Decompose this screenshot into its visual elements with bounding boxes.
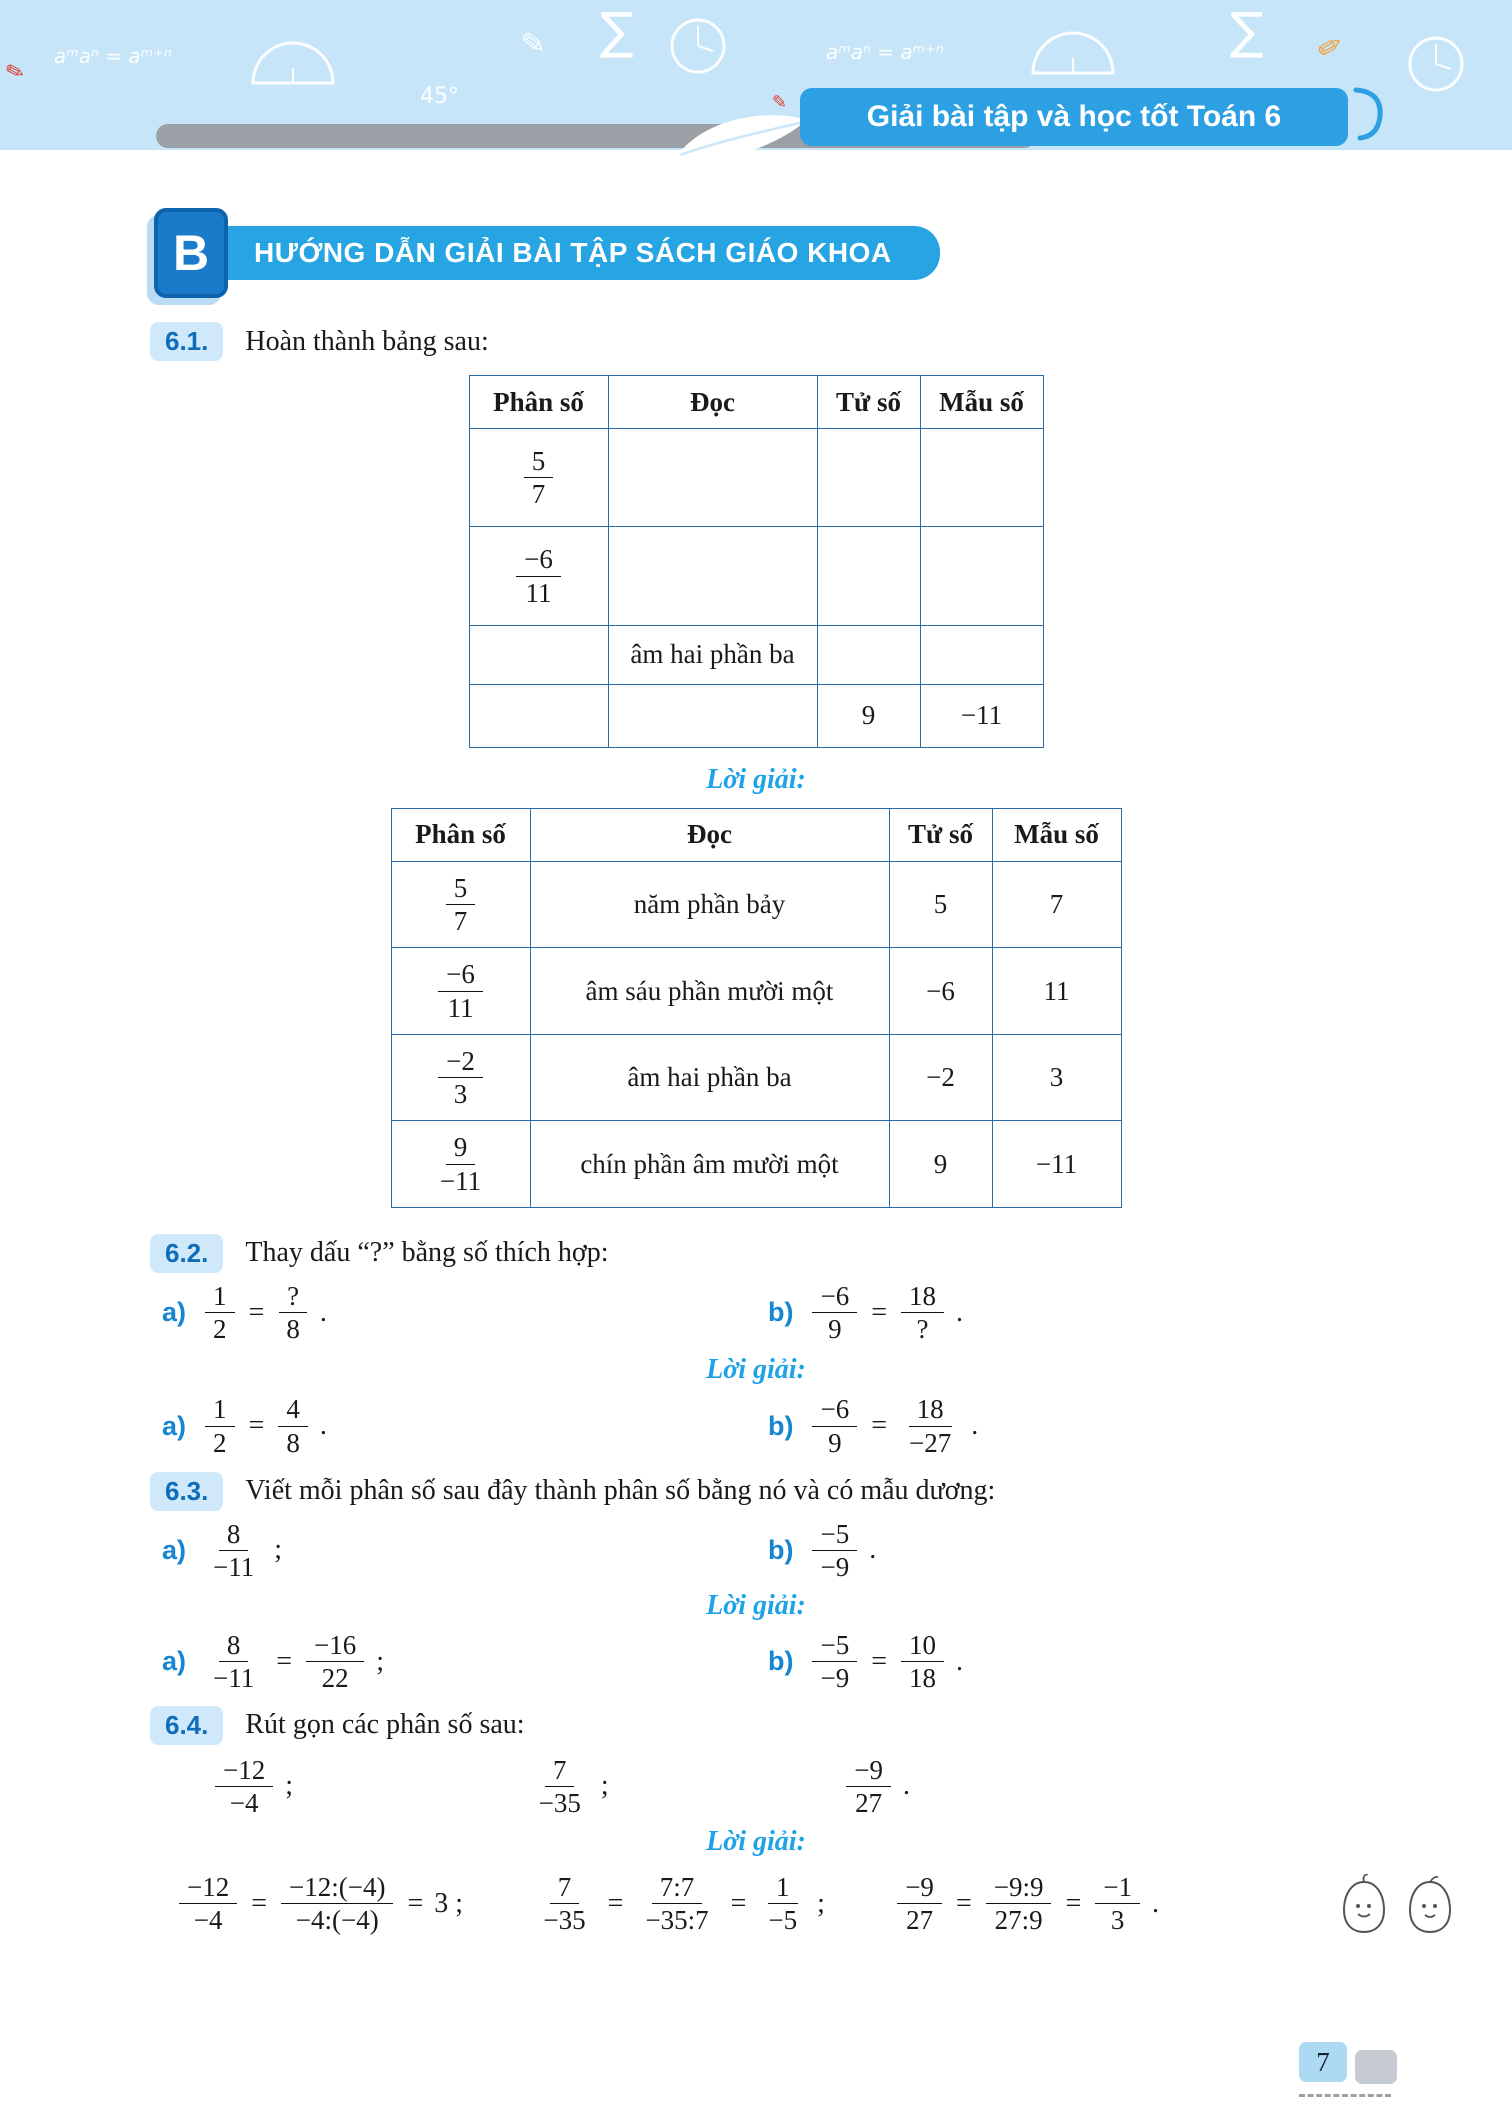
punctuation: ; (285, 1770, 294, 1802)
punctuation: ; (817, 1887, 825, 1919)
fraction: $\frac{-9}{27}$ (846, 1755, 891, 1818)
fraction: $\frac{5}{7}$ (524, 446, 554, 509)
equation (174, 1872, 463, 1935)
fraction: $\frac{-5}{-9}$ (812, 1630, 857, 1693)
fraction: $\frac{10}{18}$ (901, 1630, 944, 1693)
item-label: b) (768, 1297, 794, 1328)
fraction: $\frac{-9:9}{27:9}$ (986, 1872, 1052, 1935)
column-header: Tử số (889, 808, 992, 861)
column-header: Phân số (391, 808, 530, 861)
table-row (391, 948, 1121, 1034)
table-row (469, 429, 1043, 527)
table-row (391, 1034, 1121, 1120)
solution-label: Lời giải: (706, 1826, 806, 1858)
clock-doodle-icon (1406, 34, 1466, 94)
item-label: a) (162, 1534, 187, 1565)
exercise-prompt: Thay dấu “?” bằng số thích hợp: (245, 1237, 609, 1269)
fraction: $\frac{7}{-35}$ (538, 1754, 581, 1818)
punctuation: . (971, 1410, 979, 1442)
pencil-doodle-icon: ✏ (1310, 26, 1351, 69)
table-cell: 7 (992, 861, 1121, 947)
punctuation: . (1152, 1887, 1159, 1919)
page-number: 7 (1299, 2042, 1347, 2082)
fraction: $\frac{7}{-35}$ (543, 1872, 586, 1936)
table-row (469, 684, 1043, 747)
column-header: Đọc (530, 808, 889, 861)
item-label: a) (162, 1297, 187, 1328)
exercise-number-badge: 6.1. (150, 322, 223, 361)
math-formula-doodle: aᵐaⁿ = aᵐ⁺ⁿ (54, 44, 172, 68)
table-cell (391, 1034, 530, 1120)
exercise-prompt: Hoàn thành bảng sau: (245, 325, 489, 357)
fraction: $\frac{9}{-11}$ (439, 1132, 482, 1196)
table-cell (469, 527, 608, 625)
item-label: a) (162, 1410, 187, 1441)
fraction: $\frac{-12}{-4}$ (215, 1755, 273, 1818)
fraction: $\frac{8}{-11}$ (213, 1630, 255, 1694)
table-cell (391, 948, 530, 1034)
pencil-doodle-icon: ✏ (511, 22, 554, 65)
fraction: $\frac{-6}{11}$ (438, 959, 483, 1022)
book-title: Giải bài tập và học tốt Toán 6 (800, 88, 1348, 146)
page-content (0, 150, 1512, 1936)
red-pencil-doodle-icon: ✎ (772, 92, 788, 113)
solution-label: Lời giải: (706, 1354, 806, 1386)
fraction: $\frac{-5}{-9}$ (812, 1519, 857, 1582)
fraction: $\frac{8}{-11}$ (213, 1518, 255, 1582)
exercise-6-3-question (150, 1519, 1362, 1582)
column-header: Mẫu số (920, 376, 1043, 429)
punctuation: . (319, 1410, 327, 1442)
protractor-doodle-icon (1028, 28, 1118, 78)
fraction: $\frac{-1}{3}$ (1095, 1872, 1140, 1935)
equals-sign: = (248, 1296, 265, 1328)
table-row (391, 1121, 1121, 1207)
fraction: $\frac{-12}{-4}$ (179, 1872, 237, 1935)
table-cell (469, 684, 608, 747)
table-cell: chín phần âm mười một (530, 1121, 889, 1207)
punctuation: ; (600, 1770, 609, 1802)
equals-sign: = (1065, 1887, 1082, 1919)
item-label: b) (768, 1646, 794, 1677)
table-cell: 5 (889, 861, 992, 947)
table-cell: 3 (992, 1034, 1121, 1120)
equation (150, 1519, 756, 1582)
table-cell: 9 (889, 1121, 992, 1207)
equation (530, 1872, 825, 1935)
fraction: $\frac{18}{-27}$ (909, 1394, 952, 1458)
table-header-row (469, 376, 1043, 429)
fraction: $\frac{-16}{22}$ (306, 1630, 364, 1693)
page-number-decoration (1355, 2050, 1397, 2084)
punctuation: . (319, 1296, 327, 1328)
fraction: $\frac{-12:(-4)}{-4:(-4)}$ (281, 1872, 393, 1935)
math-formula-doodle: aᵐaⁿ = aᵐ⁺ⁿ (826, 40, 944, 64)
punctuation: . (902, 1770, 910, 1802)
table-cell: âm sáu phần mười một (530, 948, 889, 1034)
table-cell: −11 (920, 684, 1043, 747)
clock-doodle-icon (668, 16, 728, 76)
equals-sign: = (955, 1887, 972, 1919)
exercise-6-2-header (150, 1234, 1362, 1273)
fraction: $\frac{1}{2}$ (205, 1394, 235, 1457)
exercise-6-1-question-table (469, 375, 1044, 748)
dashed-underline (1299, 2094, 1391, 2097)
section-title-banner: HƯỚNG DẪN GIẢI BÀI TẬP SÁCH GIÁO KHOA (220, 226, 940, 280)
red-pencil-doodle-icon: ✎ (2, 57, 28, 88)
fraction: $\frac{1}{2}$ (205, 1281, 235, 1344)
exercise-prompt: Rút gọn các phân số sau: (245, 1709, 525, 1741)
table-row (469, 527, 1043, 625)
exercise-6-4-header (150, 1706, 1362, 1745)
table-cell (391, 861, 530, 947)
exercise-6-3-header (150, 1472, 1362, 1511)
table-cell (920, 625, 1043, 684)
punctuation: . (869, 1534, 877, 1566)
table-header-row (391, 808, 1121, 861)
punctuation: ; (376, 1645, 385, 1677)
leaf-icon (672, 108, 812, 164)
fraction: $\frac{5}{7}$ (446, 873, 476, 936)
sigma-doodle-icon: ∑ (600, 2, 634, 60)
title-tail-flourish (1352, 84, 1388, 144)
table-row (469, 625, 1043, 684)
column-header: Tử số (817, 376, 920, 429)
result-value: 3 (434, 1887, 449, 1919)
fraction: $\frac{-2}{3}$ (438, 1046, 483, 1109)
equals-sign: = (276, 1645, 293, 1677)
fraction: $\frac{-6}{9}$ (812, 1281, 857, 1344)
table-cell: âm hai phần ba (530, 1034, 889, 1120)
solution-label: Lời giải: (706, 1590, 806, 1622)
exercise-6-1-header (150, 322, 1362, 361)
header-band (0, 0, 1512, 150)
exercise-number-badge: 6.2. (150, 1234, 223, 1273)
table-cell (817, 527, 920, 625)
sigma-doodle-icon: ∑ (1230, 2, 1264, 60)
exercise-6-4-solution (174, 1872, 1159, 1935)
section-b-icon (154, 208, 228, 298)
fraction: $\frac{?}{8}$ (278, 1281, 308, 1344)
table-cell (920, 429, 1043, 527)
fraction-item (210, 1755, 293, 1818)
table-cell: âm hai phần ba (608, 625, 817, 684)
table-cell (817, 625, 920, 684)
table-cell (817, 429, 920, 527)
angle-doodle: 45° (420, 84, 459, 109)
equation (150, 1281, 756, 1344)
table-cell: −6 (889, 948, 992, 1034)
equation (756, 1394, 1362, 1457)
exercise-number-badge: 6.4. (150, 1706, 223, 1745)
equation (150, 1630, 756, 1693)
equals-sign: = (871, 1410, 888, 1442)
equation (756, 1630, 1362, 1693)
fraction: $\frac{-6}{11}$ (516, 544, 561, 607)
column-header: Đọc (608, 376, 817, 429)
table-cell (608, 429, 817, 527)
table-cell (469, 625, 608, 684)
exercise-6-3-solution (150, 1630, 1362, 1693)
equals-sign: = (407, 1887, 424, 1919)
table-cell (391, 1121, 530, 1207)
table-cell (608, 684, 817, 747)
exercise-6-4-question (210, 1755, 910, 1818)
protractor-doodle-icon (248, 38, 338, 88)
equation (756, 1281, 1362, 1344)
fraction-item (841, 1755, 910, 1818)
equals-sign: = (871, 1296, 888, 1328)
exercise-number-badge: 6.3. (150, 1472, 223, 1511)
equation (892, 1872, 1159, 1935)
table-cell: 9 (817, 684, 920, 747)
column-header: Mẫu số (992, 808, 1121, 861)
table-cell (469, 429, 608, 527)
fraction: $\frac{7:7}{-35:7}$ (645, 1872, 709, 1936)
table-row (391, 861, 1121, 947)
punctuation: . (956, 1645, 964, 1677)
equation (756, 1519, 1362, 1582)
item-label: b) (768, 1534, 794, 1565)
equals-sign: = (871, 1645, 888, 1677)
fraction: $\frac{-6}{9}$ (812, 1394, 857, 1457)
fraction: $\frac{18}{?}$ (901, 1281, 944, 1344)
equation (150, 1394, 756, 1457)
table-cell: −11 (992, 1121, 1121, 1207)
exercise-6-2-question (150, 1281, 1362, 1344)
section-letter: B (172, 225, 210, 281)
fraction-item (526, 1755, 609, 1818)
solution-label: Lời giải: (706, 763, 806, 795)
section-header (154, 208, 1362, 298)
exercise-6-2-solution (150, 1394, 1362, 1457)
exercise-prompt: Viết mỗi phân số sau đây thành phân số bằng nó và có mẫu dương: (245, 1475, 996, 1507)
fraction: $\frac{-9}{27}$ (897, 1872, 942, 1935)
equals-sign: = (248, 1410, 265, 1442)
punctuation: ; (455, 1887, 464, 1919)
equals-sign: = (251, 1887, 268, 1919)
column-header: Phân số (469, 376, 608, 429)
table-cell (608, 527, 817, 625)
item-label: b) (768, 1410, 794, 1441)
equals-sign: = (730, 1887, 747, 1919)
exercise-6-1-solution-table (391, 808, 1122, 1208)
punctuation: . (956, 1296, 964, 1328)
egg-mascots-icon (1338, 1874, 1466, 1936)
table-cell: 11 (992, 948, 1121, 1034)
equals-sign: = (607, 1887, 624, 1919)
fraction: $\frac{4}{8}$ (278, 1394, 308, 1457)
fraction: $\frac{1}{-5}$ (768, 1872, 798, 1936)
table-cell: năm phần bảy (530, 861, 889, 947)
punctuation: ; (274, 1534, 283, 1566)
table-cell (920, 527, 1043, 625)
table-cell: −2 (889, 1034, 992, 1120)
item-label: a) (162, 1646, 187, 1677)
